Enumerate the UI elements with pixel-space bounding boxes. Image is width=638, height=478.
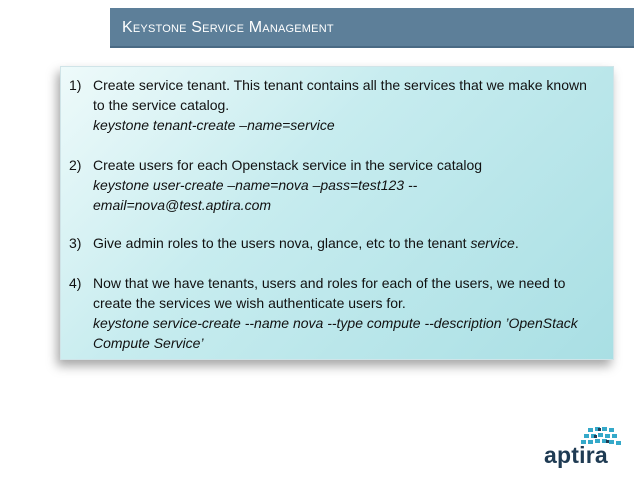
list-item-1 xyxy=(69,75,607,135)
item-number: 2) xyxy=(69,157,82,173)
content-box xyxy=(60,66,614,360)
item-number: 1) xyxy=(69,77,82,93)
item-line: Create users for each Openstack service in the service catalog xyxy=(93,157,483,173)
command-text: email=nova@test.aptira.com xyxy=(93,197,272,213)
command-text: Compute Service’ xyxy=(93,335,204,351)
item-text-end: . xyxy=(514,235,519,251)
logo-text: aptira xyxy=(544,442,608,468)
aptira-logo xyxy=(534,426,630,472)
list-item-3 xyxy=(69,233,607,253)
title-bar xyxy=(110,8,634,48)
item-line: Now that we have tenants, users and roles for each of the users, we need to xyxy=(93,275,566,291)
item-line: create the services we wish authenticate users for. xyxy=(93,295,406,311)
command-text: keystone service-create --name nova --type compute --description ’OpenStack xyxy=(93,315,578,331)
slide-title: Keystone Service Management xyxy=(122,19,334,36)
item-line: Create service tenant. This tenant contains all the services that we make known xyxy=(93,77,587,93)
command-text: keystone tenant-create –name=service xyxy=(93,117,335,133)
item-text: Give admin roles to the users nova, glance, etc to the tenant xyxy=(93,235,471,251)
list-item-4 xyxy=(69,273,607,353)
command-text: keystone user-create –name=nova –pass=test123 -- xyxy=(93,177,418,193)
item-number: 3) xyxy=(69,235,82,251)
item-line: to the service catalog. xyxy=(93,97,230,113)
item-number: 4) xyxy=(69,275,82,291)
list-item-2 xyxy=(69,155,607,215)
item-emphasis: service xyxy=(470,235,515,251)
